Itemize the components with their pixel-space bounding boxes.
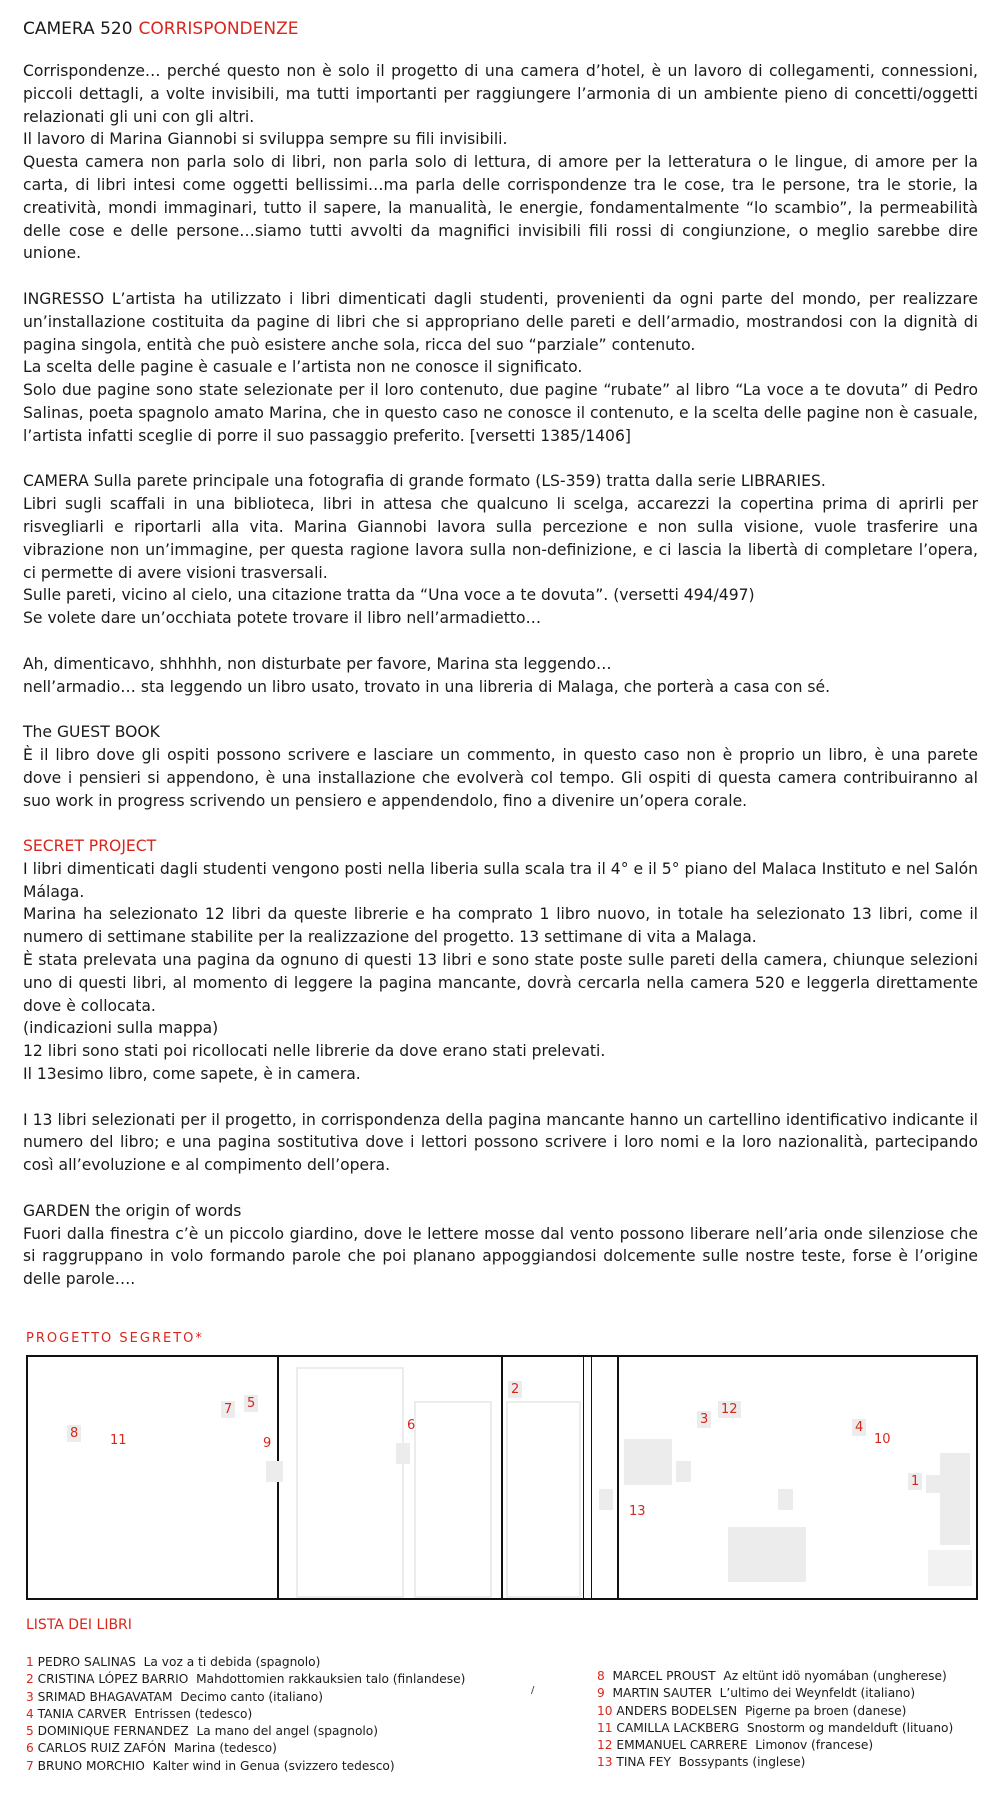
map-bed-shape — [940, 1453, 970, 1545]
map-marker-6: 6 — [407, 1418, 416, 1433]
map-wall — [617, 1357, 619, 1598]
map-marker-3: 3 — [697, 1411, 711, 1428]
book-item: 4 TANIA CARVER Entrissen (tedesco) — [26, 1706, 253, 1721]
camera-paragraph: Libri sugli scaffali in una biblioteca, libri in attesa che qualcuno li scelga, accarezzi la copertina prima di aprirli per risvegliarli e riportarli alla vita. Marina Giannobi lavora sulla percezione e non sulla visione, vuole trasferire una vibrazione non un’immagine, per questa ragione lavora sulla non-definizione, e ci lascia la libertà di completare l’opera, ci permette di avere visioni trasversali. — [23, 495, 978, 582]
map-marker-13: 13 — [629, 1504, 646, 1519]
map-marker-10: 10 — [874, 1432, 891, 1447]
secret-line: (indicazioni sulla mappa) — [23, 1019, 219, 1038]
selected-section — [23, 1109, 978, 1177]
map-sofa-shape — [928, 1550, 972, 1586]
map-wall — [583, 1357, 584, 1598]
secret-line: È stata prelevata una pagina da ognuno di questi 13 libri e sono state poste sulle pareti della camera, chiunque selezioni uno di questi libri, al momento di leggere la pagina mancante, dovrà cercarla nella camera 520 e leggerla direttamente dove è collocata. — [23, 951, 978, 1015]
map-marker-12: 12 — [718, 1401, 741, 1418]
intro-paragraph: Corrispondenze… perché questo non è solo il progetto di una camera d’hotel, è un lavoro di collegamenti, connessioni, piccoli dettagli, a volte invisibili, ma tutti importanti per raggiungere l’armonia di un ambiente pieno di concetti/oggetti relazionati gli uni con gli altri. — [23, 62, 978, 126]
map-marker-5: 5 — [244, 1395, 258, 1412]
map-door-shape — [506, 1401, 581, 1598]
selected-paragraph: I 13 libri selezionati per il progetto, in corrispondenza della pagina mancante hanno un cartellino identificativo indicante il numero del libro; e una pagina sostitutiva dove i lettori possono scrivere i loro nomi e la loro nazionalità, partecipando così all’evoluzione e al compimento dell’opera. — [23, 1110, 978, 1175]
garden-heading: GARDEN the origin of words — [23, 1201, 242, 1220]
secret-heading: SECRET PROJECT — [23, 837, 157, 856]
book-list-left — [26, 1654, 465, 1775]
title-highlight: CORRISPONDENZE — [138, 19, 299, 39]
book-item: 6 CARLOS RUIZ ZAFÓN Marina (tedesco) — [26, 1741, 277, 1756]
map-marker-7: 7 — [221, 1401, 235, 1418]
map-page-shape — [396, 1443, 410, 1464]
ingresso-paragraph: La scelta delle pagine è casuale e l’artista non ne conosce il significato. — [23, 358, 583, 377]
room-map — [26, 1355, 978, 1600]
ingresso-paragraph: Solo due pagine sono state selezionate per il loro contenuto, due pagine “rubate” al libro “La voce a te dovuta” di Pedro Salinas, poeta spagnolo amato Marina, che in questo caso ne conosce il contenuto, e la scelta delle pagine non è casuale, l’artista infatti sceglie di porre il suo passaggio preferito. [versetti 1385/1406] — [23, 381, 978, 445]
camera-paragraph: CAMERA Sulla parete principale una fotografia di grande formato (LS-359) tratta dalla serie LIBRARIES. — [23, 472, 826, 491]
map-door-shape — [414, 1401, 492, 1598]
map-page-shape — [266, 1461, 283, 1482]
book-item: 2 CRISTINA LÓPEZ BARRIO Mahdottomien rakkauksien talo (finlandese) — [26, 1672, 466, 1687]
garden-section — [23, 1200, 978, 1291]
secret-line: 12 libri sono stati poi ricollocati nelle librerie da dove erano stati prelevati. — [23, 1042, 606, 1061]
book-item: 11 CAMILLA LACKBERG Snostorm og mandelduft (lituano) — [597, 1720, 954, 1735]
map-wall — [501, 1357, 503, 1598]
map-photo-shape — [624, 1439, 672, 1485]
map-label: PROGETTO SEGRETO* — [26, 1331, 204, 1346]
map-wall — [591, 1357, 592, 1598]
secret-section — [23, 835, 978, 1086]
document-body — [23, 18, 978, 1314]
intro-paragraph: Questa camera non parla solo di libri, non parla solo di lettura, di amore per la letteratura o le lingue, di amore per la carta, di libri intesi come oggetti bellissimi…ma parla delle corrispondenze tra le cose, tra le persone, tra le storie, la creatività, mondi immaginari, tutto il sapere, la manualità, le energie, fondamentalmente “lo scambio”, la permeabilità delle cose e delle persone…siamo tutti avvolti da magnifici invisibili fili rossi di congiunzione, o meglio sarebbe dire unione. — [23, 153, 978, 263]
map-page-shape — [778, 1489, 793, 1510]
armadio-paragraph: Ah, dimenticavo, shhhhh, non disturbate per favore, Marina sta leggendo… — [23, 654, 612, 673]
map-table-shape — [728, 1527, 806, 1582]
camera-section — [23, 470, 978, 630]
book-list-title: LISTA DEI LIBRI — [26, 1617, 132, 1633]
map-page-shape — [926, 1475, 940, 1493]
map-marker-4: 4 — [852, 1419, 866, 1436]
book-item: 3 SRIMAD BHAGAVATAM Decimo canto (italiano) — [26, 1689, 323, 1704]
armadio-section — [23, 653, 978, 699]
secret-line: Il 13esimo libro, come sapete, è in camera. — [23, 1065, 361, 1084]
ingresso-section — [23, 288, 978, 448]
stray-mark: / — [531, 1685, 535, 1696]
map-marker-1: 1 — [908, 1473, 922, 1490]
guestbook-heading: The GUEST BOOK — [23, 723, 160, 742]
ingresso-paragraph: INGRESSO L’artista ha utilizzato i libri dimenticati dagli studenti, provenienti da ogni parte del mondo, per realizzare un’installazione costituita da pagine di libri che si appropriano delle pareti e dell’armadio, mostrandosi con la dignità di pagina singola, entità che può esistere anche sola, ricca del suo “parziale” contenuto. — [23, 289, 978, 354]
map-marker-11: 11 — [110, 1433, 127, 1448]
book-item: 12 EMMANUEL CARRERE Limonov (francese) — [597, 1738, 874, 1753]
intro-paragraph: Il lavoro di Marina Giannobi si sviluppa sempre su fili invisibili. — [23, 130, 508, 149]
secret-line: I libri dimenticati dagli studenti vengono posti nella liberia sulla scala tra il 4° e il 5° piano del Malaca Instituto e nel Salón Málaga. — [23, 859, 978, 901]
book-item: 13 TINA FEY Bossypants (inglese) — [597, 1755, 806, 1770]
map-marker-2: 2 — [508, 1381, 522, 1398]
intro-section — [23, 60, 978, 265]
garden-paragraph: Fuori dalla finestra c’è un piccolo giardino, dove le lettere mosse dal vento possono liberare nell’aria onde silenziose che si raggruppano in volo formando parole che poi planano appoggiandosi dolcemente sulle nostre teste, forse è l’origine delle parole…. — [23, 1224, 978, 1289]
book-item: 5 DOMINIQUE FERNANDEZ La mano del angel (spagnolo) — [26, 1724, 379, 1739]
camera-paragraph: Sulle pareti, vicino al cielo, una citazione tratta da “Una voce a te dovuta”. (versetti 494/497) — [23, 586, 755, 605]
map-wardrobe-shape — [296, 1367, 404, 1598]
page-title — [23, 18, 978, 40]
map-page-shape — [599, 1489, 613, 1510]
book-item: 8 MARCEL PROUST Az eltünt idö nyomában (ungherese) — [597, 1669, 947, 1683]
map-page-shape — [676, 1461, 691, 1482]
secret-line: Marina ha selezionato 12 libri da queste librerie e ha comprato 1 libro nuovo, in totale ha selezionato 13 libri, come il numero di settimane stabilite per la realizzazione del progetto. 13 settimane di vita a Malaga. — [23, 905, 978, 947]
book-item: 1 PEDRO SALINAS La voz a ti debida (spagnolo) — [26, 1655, 321, 1669]
book-list-right — [597, 1668, 953, 1772]
book-item: 10 ANDERS BODELSEN Pigerne pa broen (danese) — [597, 1703, 907, 1718]
guestbook-section — [23, 721, 978, 812]
book-item: 7 BRUNO MORCHIO Kalter wind in Genua (svizzero tedesco) — [26, 1758, 395, 1773]
armadio-paragraph: nell’armadio… sta leggendo un libro usato, trovato in una libreria di Malaga, che porterà a casa con sé. — [23, 677, 831, 696]
room-number: CAMERA 520 — [23, 19, 133, 39]
book-item: 9 MARTIN SAUTER L’ultimo dei Weynfeldt (italiano) — [597, 1686, 916, 1701]
camera-paragraph: Se volete dare un’occhiata potete trovare il libro nell’armadietto… — [23, 609, 542, 628]
guestbook-paragraph: È il libro dove gli ospiti possono scrivere e lasciare un commento, in questo caso non è proprio un libro, è una parete dove i pensieri si appendono, è una installazione che evolverà col tempo. Gli ospiti di questa camera contribuiranno al suo work in progress scrivendo un pensiero e appendendolo, fino a divenire un’opera corale. — [23, 745, 978, 810]
map-marker-8: 8 — [67, 1425, 81, 1442]
map-marker-9: 9 — [263, 1436, 272, 1451]
